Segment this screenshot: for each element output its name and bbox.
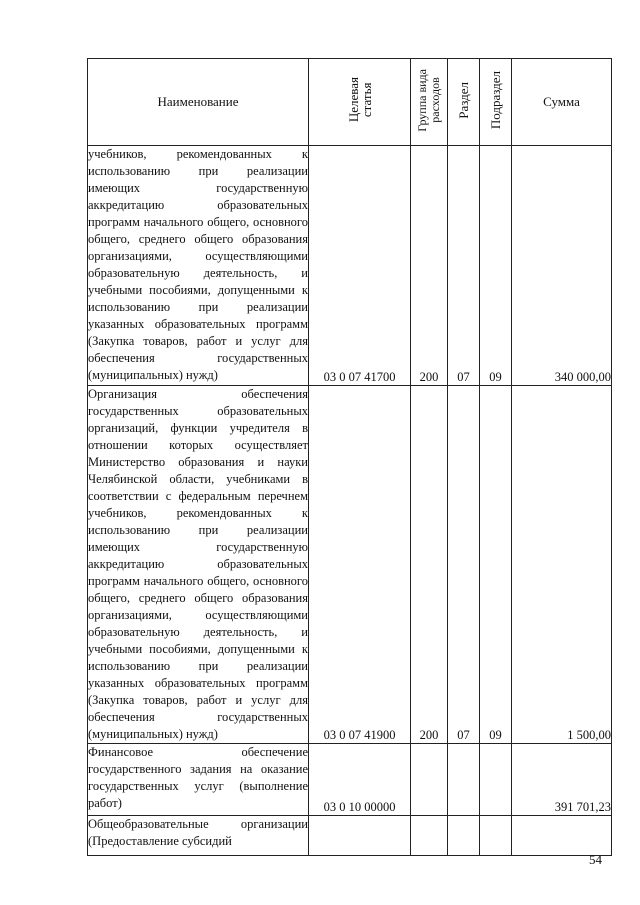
header-row xyxy=(88,59,612,146)
header-group: Группа вида расходов xyxy=(411,59,448,146)
row-name: Финансовое обеспечение государственного задания на оказание государственных услуг (выполнение работ) xyxy=(88,744,309,816)
table-row xyxy=(88,146,612,386)
row-sum xyxy=(512,816,612,856)
row-sum: 340 000,00 xyxy=(512,146,612,386)
row-group: 200 xyxy=(411,146,448,386)
row-code: 03 0 10 00000 xyxy=(309,744,411,816)
header-subsection: Подраздел xyxy=(480,59,512,146)
row-group xyxy=(411,744,448,816)
table-row xyxy=(88,386,612,744)
row-sum: 1 500,00 xyxy=(512,386,612,744)
row-name: Организация обеспечения государственных образовательных организаций, функции учредителя в отношении которых осуществляет Министерство образования и науки Челябинской области, учебниками в соответствии с федеральным перечнем учебников, рекомендованных к использованию при реализации имеющих государственную аккредитацию образовательных программ начального общего, основного общего, среднего общего образования организациями, осуществляющими образовательную деятельность, и учебными пособиями, допущенными к использованию при реализации указанных образовательных программ (Закупка товаров, работ и услуг для обеспечения государственных (муниципальных) нужд) xyxy=(88,386,309,744)
row-group: 200 xyxy=(411,386,448,744)
row-name: учебников, рекомендованных к использованию при реализации имеющих государственную аккредитацию образовательных программ начального общего, основного общего, среднего общего образования организациями, осуществляющими образовательную деятельность, и учебными пособиями, допущенными к использованию при реализации указанных образовательных программ (Закупка товаров, работ и услуг для обеспечения государственных (муниципальных) нужд) xyxy=(88,146,309,386)
row-section xyxy=(448,816,480,856)
budget-table xyxy=(87,58,612,856)
row-name: Общеобразовательные организации (Предоставление субсидий xyxy=(88,816,309,856)
row-group xyxy=(411,816,448,856)
header-section: Раздел xyxy=(448,59,480,146)
header-name: Наименование xyxy=(88,59,309,146)
row-code xyxy=(309,816,411,856)
row-section: 07 xyxy=(448,386,480,744)
header-sum: Сумма xyxy=(512,59,612,146)
header-target: Целевая статья xyxy=(309,59,411,146)
row-subsection xyxy=(480,816,512,856)
row-section xyxy=(448,744,480,816)
row-subsection: 09 xyxy=(480,146,512,386)
row-code: 03 0 07 41900 xyxy=(309,386,411,744)
page-number: 54 xyxy=(589,852,602,867)
table-row xyxy=(88,744,612,816)
row-code: 03 0 07 41700 xyxy=(309,146,411,386)
row-subsection xyxy=(480,744,512,816)
row-subsection: 09 xyxy=(480,386,512,744)
row-sum: 391 701,23 xyxy=(512,744,612,816)
table-row xyxy=(88,816,612,856)
row-section: 07 xyxy=(448,146,480,386)
